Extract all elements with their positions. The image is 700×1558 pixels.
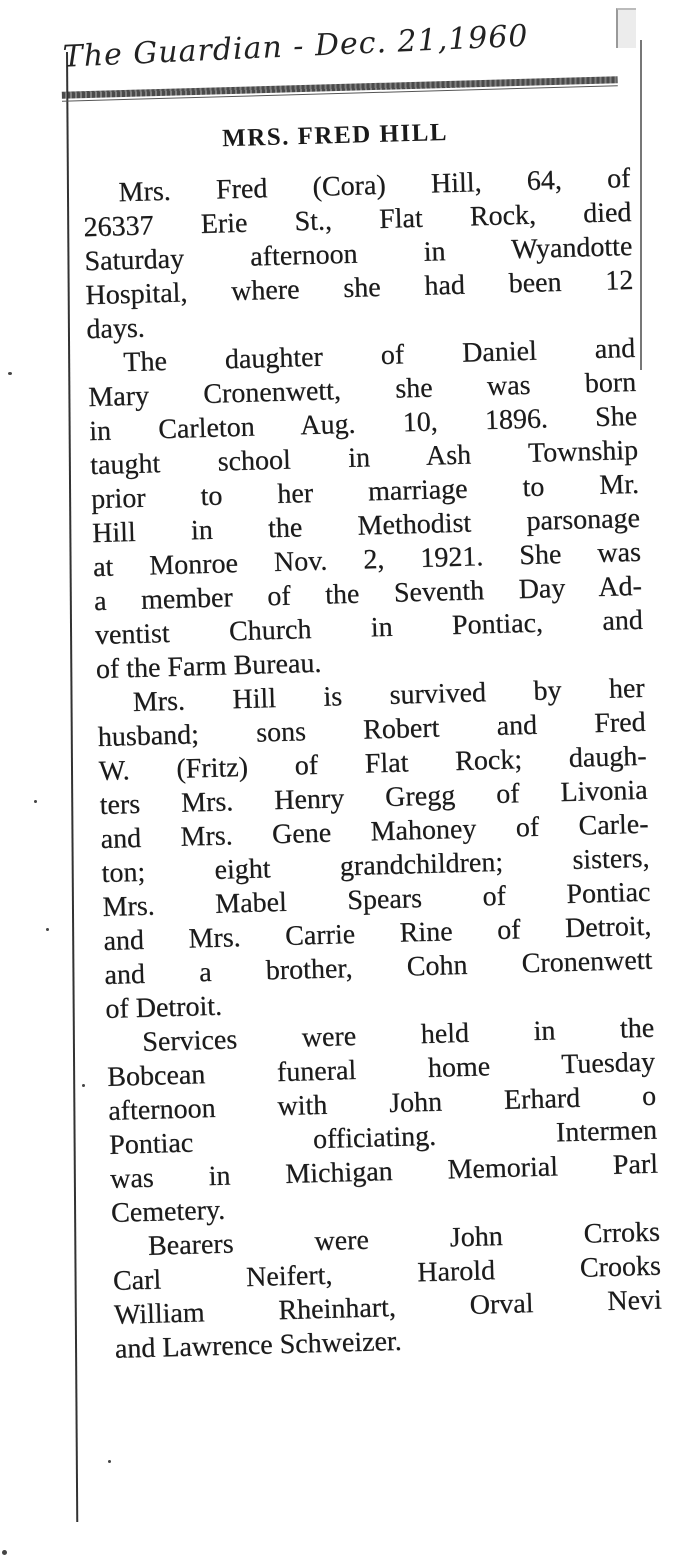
obituary-line: Mrs. Hill is survived by her — [132, 672, 646, 718]
paper-speck — [2, 1550, 7, 1555]
obituary-line: husband; sons Robert and Fred — [97, 706, 646, 753]
obituary-line: ventist Church in Pontiac, and — [94, 604, 644, 652]
obituary-line: Mary Cronenwett, she was born — [87, 366, 637, 414]
obituary-headline: MRS. FRED HILL — [221, 118, 449, 153]
obituary-body — [82, 162, 663, 1367]
obituary-line: days. — [85, 312, 146, 346]
handwritten-source-note: The Guardian - Dec. 21,1960 — [62, 18, 530, 75]
obituary-line: was in Michigan Memorial Parl — [109, 1148, 659, 1195]
obituary-line: taught school in Ash Township — [89, 434, 639, 482]
obituary-line: W. (Fritz) of Flat Rock; daugh- — [98, 740, 647, 787]
obituary-line: and Mrs. Gene Mahoney of Carle- — [100, 808, 649, 855]
obituary-line: Cemetery. — [110, 1194, 226, 1229]
obituary-line: Saturday afternoon in Wyandotte — [84, 230, 633, 278]
obituary-line: ton; eight grandchildren; sisters, — [101, 842, 650, 889]
obituary-line: William Rheinhart, Orval Nevi — [113, 1284, 663, 1331]
paper-speck — [46, 928, 49, 931]
obituary-line: 26337 Erie St., Flat Rock, died — [83, 196, 632, 244]
obituary-line: Services were held in the — [141, 1012, 655, 1058]
obituary-line: of the Farm Bureau. — [95, 647, 322, 686]
obituary-line: The daughter of Daniel and — [122, 332, 636, 379]
obituary-line: a member of the Seventh Day Ad- — [93, 570, 643, 618]
obituary-line: and Mrs. Carrie Rine of Detroit, — [103, 910, 652, 957]
obituary-line: and a brother, Cohn Cronenwett — [103, 944, 653, 991]
paper-speck — [108, 1460, 111, 1463]
obituary-line: ters Mrs. Henry Gregg of Livonia — [99, 774, 648, 821]
obituary-line: Bobcean funeral home Tuesday — [106, 1046, 656, 1093]
obituary-line: in Carleton Aug. 10, 1896. She — [88, 400, 638, 448]
obituary-line: and Lawrence Schweizer. — [114, 1325, 403, 1365]
obituary-line: Mrs. Mabel Spears of Pontiac — [102, 876, 651, 923]
obituary-line: Mrs. Fred (Cora) Hill, 64, of — [118, 162, 631, 209]
obituary-line: prior to her marriage to Mr. — [90, 468, 640, 516]
obituary-line: Hill in the Methodist parsonage — [91, 502, 641, 550]
paper-speck — [8, 372, 12, 375]
newspaper-clipping — [52, 14, 674, 1525]
obituary-line: at Monroe Nov. 2, 1921. She was — [92, 536, 642, 584]
obituary-line: Pontiac officiating. Intermen — [108, 1114, 658, 1161]
paper-speck — [34, 800, 37, 803]
obituary-line: of Detroit. — [104, 990, 223, 1025]
obituary-line: Bearers were John Crroks — [147, 1216, 661, 1262]
obituary-line: afternoon with John Erhard o — [107, 1080, 657, 1127]
obituary-line: Carl Neifert, Harold Crooks — [112, 1250, 662, 1297]
obituary-line: Hospital, where she had been 12 — [84, 264, 634, 312]
paper-speck — [82, 1084, 85, 1087]
